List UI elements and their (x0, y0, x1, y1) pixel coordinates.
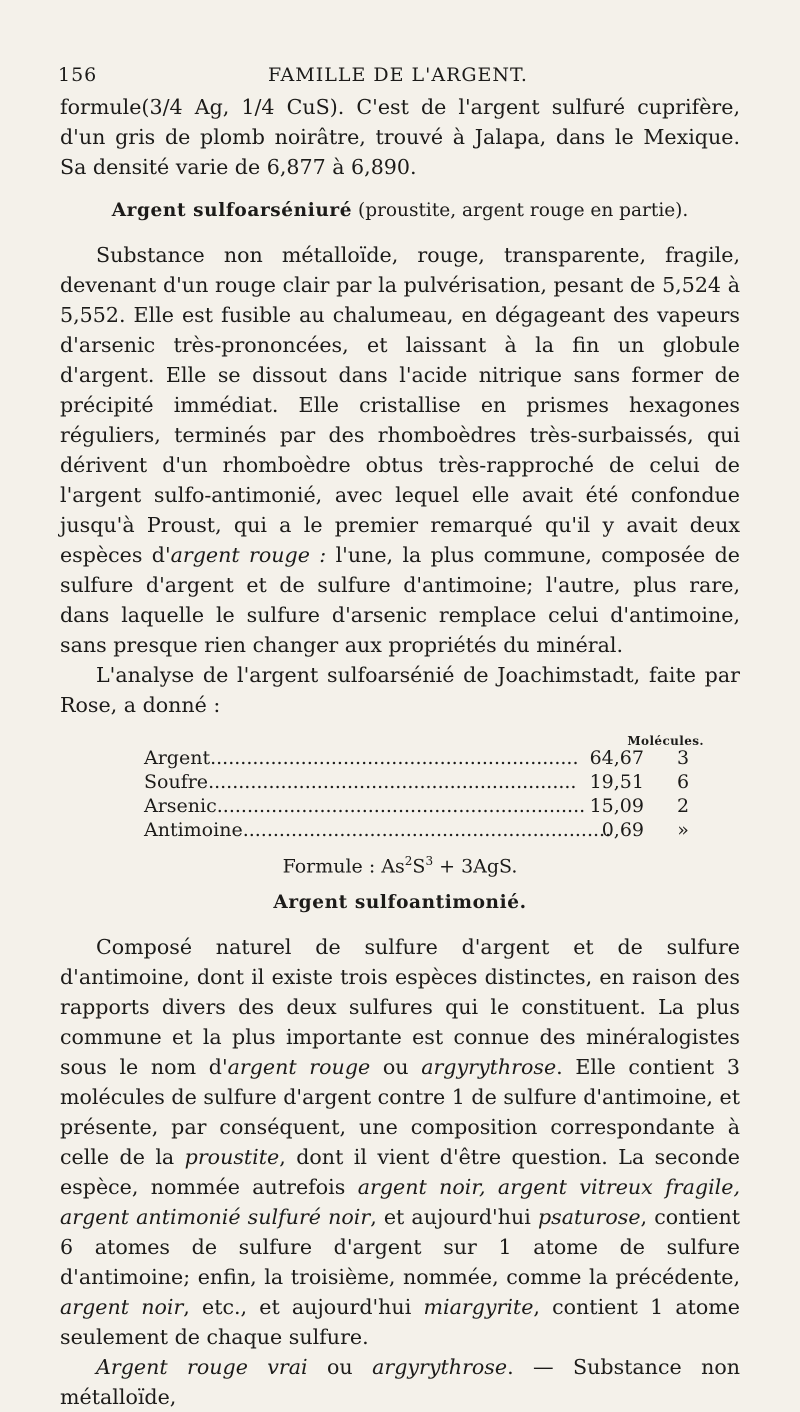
element-molecules: 3 (676, 747, 690, 769)
section-subtitle: (proustite, argent rouge en partie). (358, 200, 689, 221)
section-title: Argent sulfoarséniuré (111, 200, 353, 221)
element-molecules: 2 (676, 795, 690, 817)
paragraph-analysis-intro: L'analyse de l'argent sulfoarsénié de Joachimstadt, faite par Rose, a donné : (60, 663, 740, 717)
molecules-column-header: Molécules. (627, 734, 704, 748)
italic-term: argent rouge : (170, 543, 327, 567)
table-row (144, 818, 724, 842)
section-title: Argent sulfoantimonié. (273, 892, 527, 913)
element-name: Arsenic............................................................. (144, 795, 586, 817)
element-name: Soufre............................................................. (144, 771, 577, 793)
element-value: 15,09 (589, 795, 644, 817)
element-name: Antimoine............................................................. (144, 819, 612, 841)
table-row (144, 746, 724, 770)
section-heading-proustite (60, 196, 740, 226)
table-row (144, 770, 724, 794)
paragraph-description (60, 240, 740, 660)
chemical-formula: Formule : $As^2S^3 + 3AgS$. (282, 854, 518, 878)
element-name: Argent............................................................. (144, 747, 579, 769)
element-molecules: 6 (676, 771, 690, 793)
paragraph-sulfoantimonie: Composé naturel de sulfure d'argent et de sulfure d'antimoine, dont il existe trois espèces distinctes, en raison des rapports divers des deux sulfures qui le constituent. La plus commune et la plus importante est connue des minéralogistes sous le nom d'argent rouge ou argyrythrose. Elle contient 3 molécules de sulfure d'argent contre 1 de sulfure d'antimoine, et présente, par conséquent, une composition correspondante à celle de la proustite, dont il vient d'être question. La seconde espèce, nommée autrefois argent noir, argent vitreux fragile, argent antimonié sulfuré noir, et aujourd'hui psaturose, contient 6 atomes de sulfure d'argent sur 1 atome de sulfure d'antimoine; enfin, la troisième, nommée, comme la précédente, argent noir, etc., et aujourd'hui miargyrite, contient 1 atome seulement de chaque sulfure. (60, 935, 740, 1349)
element-value: 0,69 (601, 819, 644, 841)
section-heading-sulfoantimonie (60, 888, 740, 918)
paragraph-argent-rouge-vrai: Argent rouge vrai ou argyrythrose. — Substance non métalloïde, (60, 1355, 740, 1409)
page-body (60, 92, 740, 1412)
analysis-table (60, 730, 740, 878)
element-value: 64,67 (589, 747, 644, 769)
page-number: 156 (58, 64, 98, 86)
element-value: 19,51 (589, 771, 644, 793)
element-molecules: » (677, 819, 689, 841)
table-row (144, 794, 724, 818)
text-run: Substance non métalloïde, rouge, transparente, fragile, devenant d'un rouge clair par la pulvérisation, pesant de 5,524 à 5,552. Elle est fusible au chalumeau, en dégageant des vapeurs d'arsenic très-prononcées, et laissant à la fin un globule d'argent. Elle se dissout dans l'acide nitrique sans former de précipité immédiat. Elle cristallise en prismes hexagones réguliers, terminés par des rhomboèdres très-surbaissés, qui dérivent d'un rhomboèdre obtus très-rapproché de celui de l'argent sulfo-antimonié, avec lequel elle avait été confondue jusqu'à Proust, qui a le premier remarqué qu'il y avait deux espèces d' (60, 243, 740, 567)
running-title: FAMILLE DE L'ARGENT. (268, 64, 528, 86)
page-header (58, 64, 738, 88)
text-run: l'une, la plus commune, composée de sulfure d'argent et de sulfure d'antimoine; l'autre, plus rare, dans laquelle le sulfure d'arsenic remplace celui d'antimoine, sans presque rien changer aux propriétés du minéral. (60, 543, 740, 657)
paragraph-continuation: formule(3/4 Ag, 1/4 CuS). C'est de l'argent sulfuré cuprifère, d'un gris de plomb noirâtre, trouvé à Jalapa, dans le Mexique. Sa densité varie de 6,877 à 6,890. (60, 95, 740, 179)
